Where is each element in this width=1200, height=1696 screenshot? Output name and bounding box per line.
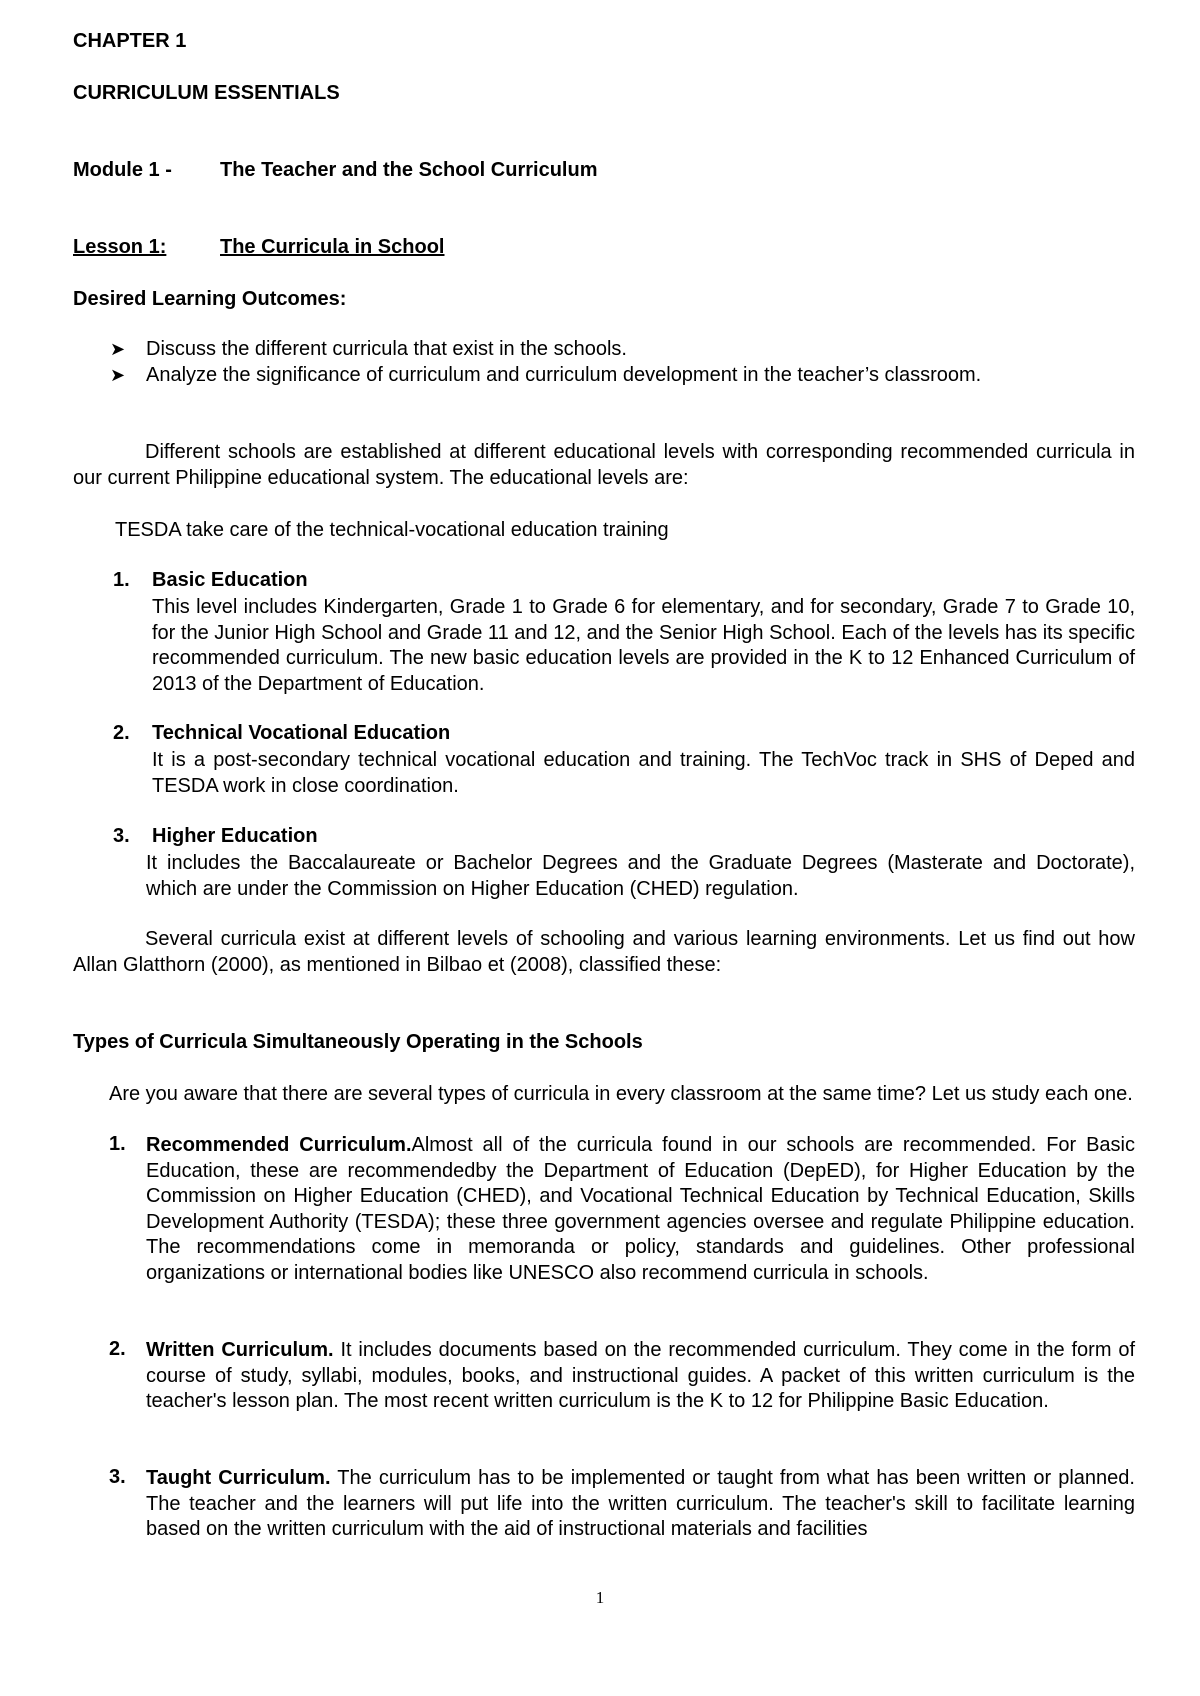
type-title: Taught Curriculum. bbox=[146, 1467, 331, 1489]
type-number: 1. bbox=[109, 1133, 126, 1155]
type-body: The curriculum has to be implemented or taught from what has been written or planned. The teacher and the learners will put life into the written curriculum. The teacher's skill to facilitate learning based on the written curriculum with the aid of instructional materials and facilities bbox=[146, 1467, 1135, 1540]
outcome-text: Discuss the different curricula that exist in the schools. bbox=[146, 338, 627, 360]
outcome-text: Analyze the significance of curriculum and curriculum development in the teacher’s classroom. bbox=[146, 363, 982, 386]
type-item bbox=[146, 1133, 1135, 1286]
module-label: Module 1 - bbox=[73, 159, 172, 181]
type-title: Recommended Curriculum. bbox=[146, 1134, 412, 1156]
lesson-heading bbox=[73, 236, 470, 259]
outcome-item bbox=[110, 363, 1140, 389]
type-item bbox=[146, 1338, 1135, 1415]
arrow-bullet-icon: ➤ bbox=[110, 339, 126, 359]
level-title: Higher Education bbox=[152, 825, 318, 847]
types-intro: Are you aware that there are several types of curricula in every classroom at the same time? Let us study each one. bbox=[109, 1083, 1133, 1105]
chapter-label: CHAPTER 1 bbox=[73, 30, 187, 52]
type-item bbox=[146, 1466, 1135, 1543]
level-title: Basic Education bbox=[152, 569, 308, 591]
tesda-note: TESDA take care of the technical-vocational education training bbox=[115, 519, 669, 541]
types-heading: Types of Curricula Simultaneously Operating in the Schools bbox=[73, 1031, 643, 1053]
module-title: The Teacher and the School Curriculum bbox=[220, 159, 598, 181]
intro-paragraph: Different schools are established at different educational levels with corresponding recommended curricula in our current Philippine educational system. The educational levels are: bbox=[73, 441, 1135, 489]
type-title: Written Curriculum. bbox=[146, 1339, 334, 1361]
level-body: It includes the Baccalaureate or Bachelor Degrees and the Graduate Degrees (Masterate and Doctorate), which are under the Commission on Higher Education (CHED) regulation. bbox=[146, 852, 1135, 900]
level-number: 1. bbox=[113, 569, 130, 591]
outcomes-heading: Desired Learning Outcomes: bbox=[73, 288, 347, 310]
type-number: 2. bbox=[109, 1338, 126, 1360]
page-number: 1 bbox=[595, 1588, 605, 1607]
type-number: 3. bbox=[109, 1466, 126, 1488]
level-body: This level includes Kindergarten, Grade 1 to Grade 6 for elementary, and for secondary, Grade 7 to Grade 10, for the Junior High School and Grade 11 and 12, and the Senior High School. Each of the levels has its specific recommended curriculum. The new basic education levels are provided in the K to 12 Enhanced Curriculum of 2013 of the Department of Education. bbox=[152, 596, 1135, 695]
several-paragraph: Several curricula exist at different levels of schooling and various learning environments. Let us find out how Allan Glatthorn (2000), as mentioned in Bilbao et (2008), classified these: bbox=[73, 928, 1135, 976]
chapter-title: CURRICULUM ESSENTIALS bbox=[73, 82, 340, 104]
outcome-item bbox=[110, 337, 1140, 363]
level-body: It is a post-secondary technical vocational education and training. The TechVoc track in SHS of Deped and TESDA work in close coordination. bbox=[152, 749, 1135, 797]
level-number: 3. bbox=[113, 825, 130, 847]
type-body: Almost all of the curricula found in our schools are recommended. For Basic Education, these are recommendedby the Department of Education (DepED), for Higher Education by the Commission on Higher Education (CHED), and Vocational Technical Education by Technical Education, Skills Development Authority (TESDA); these three government agencies oversee and regulate Philippine education. The recommendations come in memoranda or policy, standards and guidelines. Other professional organizations or international bodies like UNESCO also recommend curricula in schools. bbox=[146, 1134, 1135, 1284]
lesson-title: The Curricula in School bbox=[220, 236, 445, 258]
arrow-bullet-icon: ➤ bbox=[110, 364, 126, 385]
lesson-label: Lesson 1: bbox=[73, 236, 167, 258]
module-heading bbox=[73, 159, 598, 182]
outcomes-list bbox=[110, 337, 1140, 388]
level-title: Technical Vocational Education bbox=[152, 722, 451, 744]
type-body: It includes documents based on the recommended curriculum. They come in the form of course of study, syllabi, modules, books, and instructional guides. A packet of this written curriculum is the teacher's lesson plan. The most recent written curriculum is the K to 12 for Philippine Basic Education. bbox=[146, 1339, 1135, 1412]
level-number: 2. bbox=[113, 722, 130, 744]
